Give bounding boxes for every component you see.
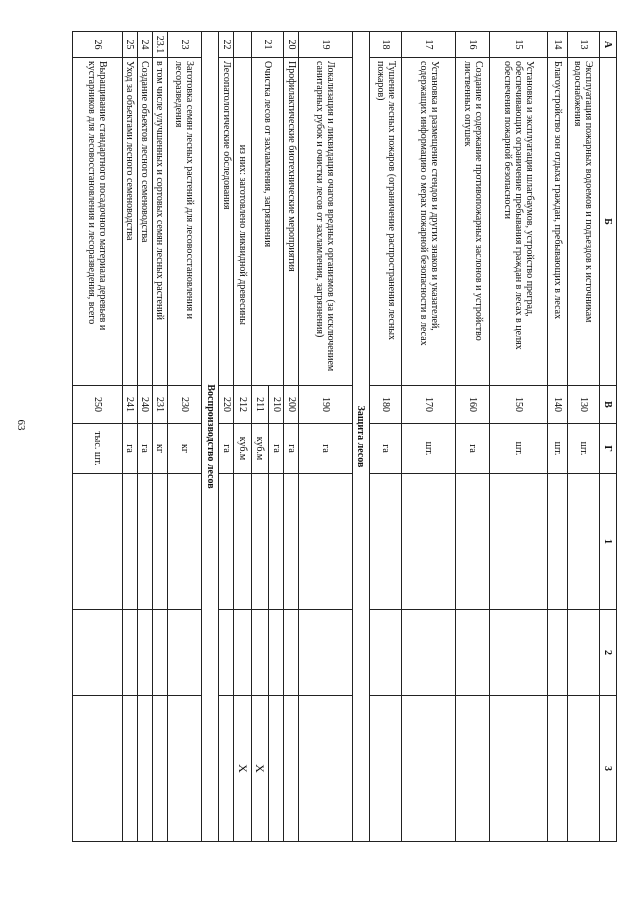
value-cell — [122, 610, 137, 696]
row-code: 212 — [234, 386, 251, 424]
value-cell — [251, 474, 268, 610]
row-number: 22 — [219, 32, 234, 58]
value-cell — [122, 696, 137, 842]
value-cell — [167, 696, 201, 842]
value-cell — [251, 610, 268, 696]
row-description: Благоустройство зон отдыха граждан, пребывающих в лесах — [548, 58, 567, 386]
value-cell — [269, 696, 284, 842]
header-cell: 2 — [600, 610, 617, 696]
row-unit: шт. — [402, 424, 456, 474]
row-number: 24 — [137, 32, 152, 58]
value-cell — [137, 474, 152, 610]
table-row — [73, 32, 123, 842]
value-cell — [456, 474, 490, 610]
value-cell — [284, 610, 299, 696]
section-title: Защита лесов — [352, 32, 369, 842]
value-cell — [219, 610, 234, 696]
row-code: 240 — [137, 386, 152, 424]
row-unit: га — [299, 424, 353, 474]
value-cell — [456, 610, 490, 696]
x-mark: X — [234, 696, 251, 842]
row-code: 150 — [490, 386, 548, 424]
table-row — [299, 32, 353, 842]
value-cell — [122, 474, 137, 610]
row-number: 21 — [251, 32, 283, 58]
row-code: 160 — [456, 386, 490, 424]
value-cell — [548, 474, 567, 610]
row-description: Очистка лесов от захламления, загрязнения — [251, 58, 283, 386]
value-cell — [219, 474, 234, 610]
row-number: 16 — [456, 32, 490, 58]
row-code: 190 — [299, 386, 353, 424]
table-row — [402, 32, 456, 842]
row-code: 220 — [219, 386, 234, 424]
table-row — [269, 32, 284, 842]
value-cell — [234, 610, 251, 696]
table-row — [152, 32, 167, 842]
value-cell — [269, 610, 284, 696]
row-description: Профилактические биотехнические мероприятия — [284, 58, 299, 386]
row-description: Установка и размещение стендов и других знаков и указателей, содержащих информацию о мерах пожарной безопасности в лесах — [402, 58, 456, 386]
row-unit: га — [122, 424, 137, 474]
value-cell — [299, 610, 353, 696]
row-code: 241 — [122, 386, 137, 424]
header-cell: 1 — [600, 474, 617, 610]
row-unit: га — [269, 424, 284, 474]
value-cell — [370, 696, 402, 842]
row-number — [234, 32, 251, 58]
row-code: 250 — [73, 386, 123, 424]
value-cell — [402, 610, 456, 696]
row-unit: га — [219, 424, 234, 474]
row-description: Создание объектов лесного семеноводства — [137, 58, 152, 386]
rotated-document — [72, 31, 617, 841]
table-row — [137, 32, 152, 842]
value-cell — [490, 696, 548, 842]
value-cell — [299, 474, 353, 610]
value-cell — [152, 474, 167, 610]
row-unit: шт. — [490, 424, 548, 474]
row-unit: тыс. шт. — [73, 424, 123, 474]
row-number: 13 — [567, 32, 599, 58]
value-cell — [456, 696, 490, 842]
table-row — [490, 32, 548, 842]
row-description: Заготовка семян лесных растений для лесовосстановления и лесоразведения — [167, 58, 201, 386]
row-unit: га — [137, 424, 152, 474]
value-cell — [73, 474, 123, 610]
value-cell — [137, 610, 152, 696]
value-cell — [370, 610, 402, 696]
header-cell: Г — [600, 424, 617, 474]
value-cell — [73, 696, 123, 842]
value-cell — [370, 474, 402, 610]
header-row — [600, 32, 617, 842]
row-number: 17 — [402, 32, 456, 58]
row-number: 25 — [122, 32, 137, 58]
row-code: 180 — [370, 386, 402, 424]
table-row — [234, 32, 251, 842]
row-description: Лесопатологические обследования — [219, 58, 234, 386]
header-cell: Б — [600, 58, 617, 386]
row-unit: га — [370, 424, 402, 474]
row-description: Выращивание стандартного посадочного материала деревьев и кустарников для лесовосстановления и лесоразведения, всего — [73, 58, 123, 386]
value-cell — [137, 696, 152, 842]
x-mark: X — [251, 696, 268, 842]
section-row — [352, 32, 369, 842]
value-cell — [167, 474, 201, 610]
value-cell — [284, 696, 299, 842]
value-cell — [490, 474, 548, 610]
row-description: Уход за объектами лесного семеноводства — [122, 58, 137, 386]
value-cell — [152, 610, 167, 696]
header-cell: В — [600, 386, 617, 424]
row-code: 170 — [402, 386, 456, 424]
row-code: 231 — [152, 386, 167, 424]
row-code: 130 — [567, 386, 599, 424]
row-unit: га — [284, 424, 299, 474]
row-description: Создание и содержание противопожарных заслонов и устройство лиственных опушек — [456, 58, 490, 386]
table-row — [122, 32, 137, 842]
row-unit: шт. — [548, 424, 567, 474]
value-cell — [402, 474, 456, 610]
row-number: 15 — [490, 32, 548, 58]
row-number: 14 — [548, 32, 567, 58]
header-cell: А — [600, 32, 617, 58]
table-row — [456, 32, 490, 842]
row-unit: га — [456, 424, 490, 474]
table-row — [219, 32, 234, 842]
value-cell — [402, 696, 456, 842]
row-unit: кг — [167, 424, 201, 474]
section-row — [202, 32, 219, 842]
value-cell — [152, 696, 167, 842]
row-description: Локализация и ликвидация очагов вредных организмов (за исключением санитарных рубок и очистки лесов от захламления, загрязнения) — [299, 58, 353, 386]
value-cell — [234, 474, 251, 610]
row-description: Эксплуатация пожарных водоемов и подъездов к источникам водоснабжения — [567, 58, 599, 386]
row-description: в том числе улучшенных и сортовых семян лесных растений — [152, 58, 167, 386]
row-number: 23 — [167, 32, 201, 58]
row-unit: куб.м — [234, 424, 251, 474]
table-row — [548, 32, 567, 842]
value-cell — [548, 610, 567, 696]
row-unit: куб.м — [251, 424, 268, 474]
table-row — [284, 32, 299, 842]
value-cell — [490, 610, 548, 696]
row-description: Установка и эксплуатация шлагбаумов, устройство преград, обеспечивающих ограничение пребывания граждан в лесах в целях обеспечения пожарной безопасности — [490, 58, 548, 386]
row-number: 19 — [299, 32, 353, 58]
table-row — [167, 32, 201, 842]
table-row — [370, 32, 402, 842]
row-unit: шт. — [567, 424, 599, 474]
value-cell — [567, 696, 599, 842]
row-unit: кг — [152, 424, 167, 474]
row-code: 140 — [548, 386, 567, 424]
value-cell — [548, 696, 567, 842]
row-number: 20 — [284, 32, 299, 58]
row-code: 211 — [251, 386, 268, 424]
row-code: 200 — [284, 386, 299, 424]
row-number: 23.1 — [152, 32, 167, 58]
value-cell — [219, 696, 234, 842]
row-code: 230 — [167, 386, 201, 424]
value-cell — [167, 610, 201, 696]
table-row — [567, 32, 599, 842]
value-cell — [567, 610, 599, 696]
value-cell — [299, 696, 353, 842]
value-cell — [567, 474, 599, 610]
row-number: 26 — [73, 32, 123, 58]
row-description: Тушение лесных пожаров (ограничение распространения лесных пожаров) — [370, 58, 402, 386]
row-code: 210 — [269, 386, 284, 424]
value-cell — [269, 474, 284, 610]
value-cell — [284, 474, 299, 610]
row-number: 18 — [370, 32, 402, 58]
report-table — [72, 31, 617, 842]
value-cell — [73, 610, 123, 696]
section-title: Воспроизводство лесов — [202, 32, 219, 842]
row-description: из них: заготовлено ликвидной древесины — [234, 58, 251, 386]
header-cell: 3 — [600, 696, 617, 842]
page-number: 63 — [15, 419, 27, 431]
